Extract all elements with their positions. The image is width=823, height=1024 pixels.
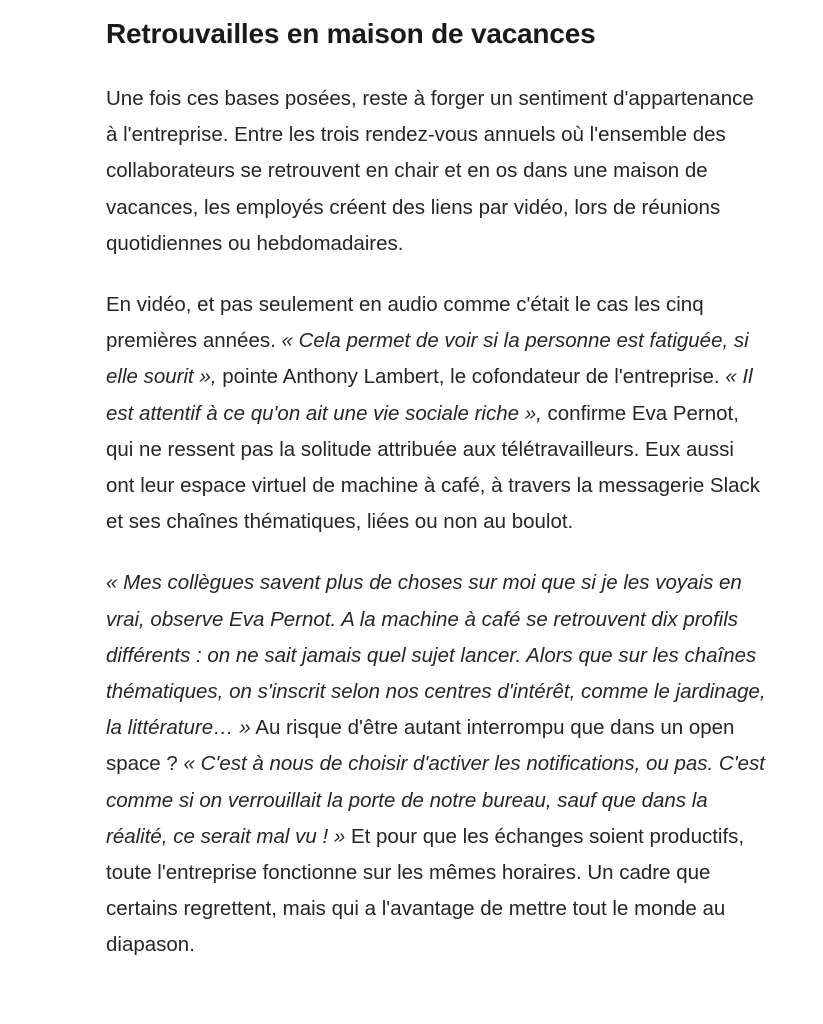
- paragraph-1: Une fois ces bases posées, reste à forger un sentiment d'appartenance à l'entreprise. Entre les trois rendez-vous annuels où l'ensemble des collaborateurs se retrouvent en chair et en os dans une maison de vacances, les employés créent des liens par vidéo, lors de réunions quotidiennes ou hebdomadaires.: [106, 87, 754, 255]
- paragraph-3-text-1: Au risque d'être autant interrompu que dans un open space ?: [106, 716, 735, 776]
- quote-anthony-lambert: « Cela permet de voir si la personne est fatiguée, si elle sourit »,: [106, 329, 749, 389]
- paragraph-2-text-3: confirme Eva Pernot, qui ne ressent pas la solitude attribuée aux télétravailleurs. Eux aussi ont leur espace virtuel de machine à café, à travers la messagerie Slack et ses chaînes thématiques, liées ou non au boulot.: [106, 401, 761, 534]
- paragraph-3: [106, 565, 766, 963]
- quote-eva-pernot-3: « C'est à nous de choisir d'activer les notifications, ou pas. C'est comme si on verrouillait la porte de notre bureau, sauf que dans la réalité, ce serait mal vu ! »: [106, 752, 765, 848]
- quote-eva-pernot-2: « Mes collègues savent plus de choses sur moi que si je les voyais en vrai, observe Eva Pernot. A la machine à café se retrouvent dix profils différents : on ne sait jamais quel sujet lancer. Alors que sur les chaînes thématiques, on s'inscrit selon nos centres d'intérêt, comme le jardinage, la littérature… »: [106, 571, 766, 740]
- paragraph-2: [106, 287, 766, 540]
- paragraph-2-text-2: pointe Anthony Lambert, le cofondateur de l'entreprise.: [216, 365, 726, 389]
- paragraph-2-text-1: En vidéo, et pas seulement en audio comme c'était le cas les cinq premières années.: [106, 293, 704, 353]
- quote-eva-pernot-1: « Il est attentif à ce qu'on ait une vie sociale riche »,: [106, 365, 753, 425]
- paragraph-3-text-2: Et pour que les échanges soient productifs, toute l'entreprise fonctionne sur les mêmes horaires. Un cadre que certains regrettent, mais qui a l'avantage de mettre tout le monde au diapason.: [106, 824, 745, 957]
- article-body: [106, 14, 766, 989]
- section-title: Retrouvailles en maison de vacances: [106, 18, 596, 49]
